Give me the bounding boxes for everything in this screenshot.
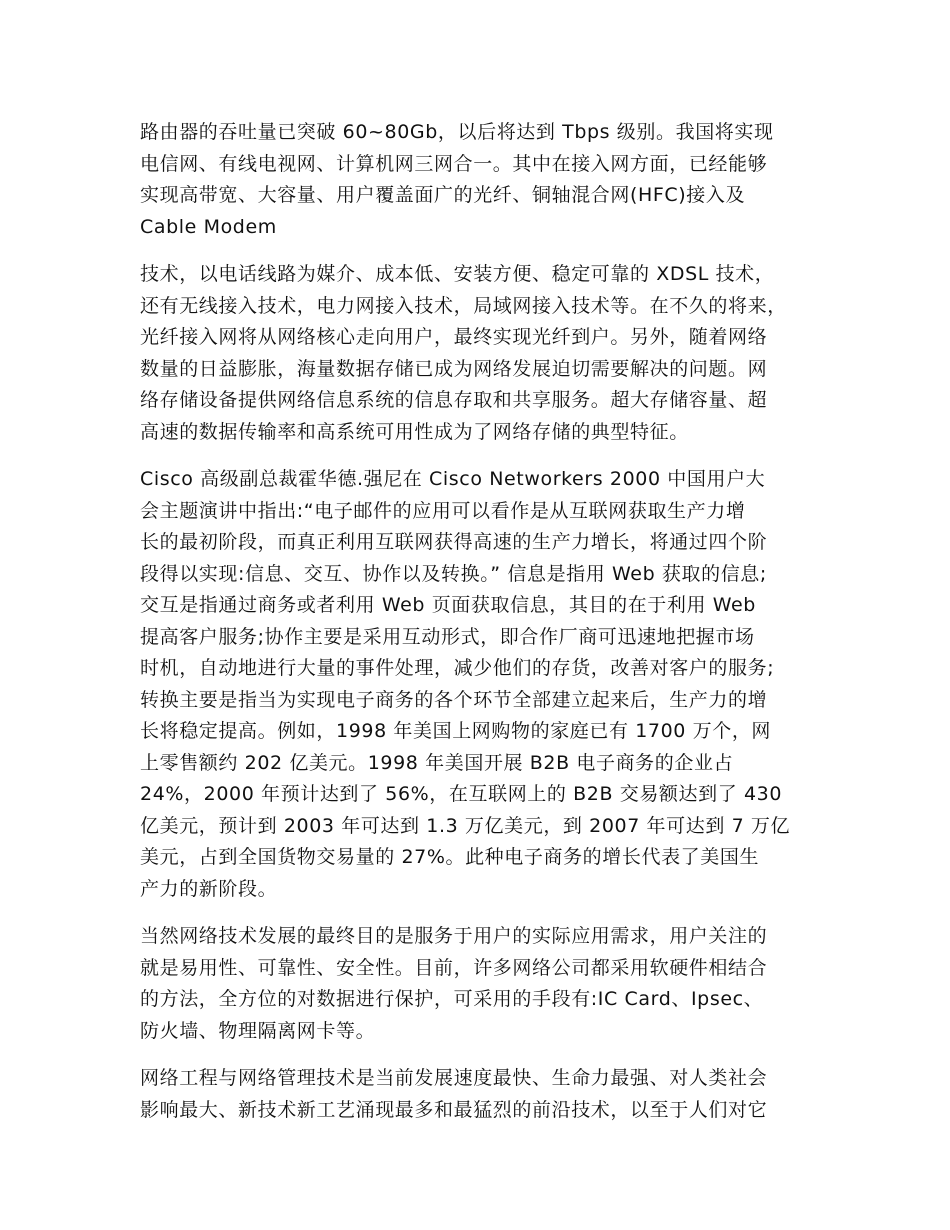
paragraph-5 (140, 1063, 820, 1126)
text-line: 当然网络技术发展的最终目的是服务于用户的实际应用需求，用户关注的 (140, 925, 768, 947)
paragraph-3 (140, 464, 820, 905)
paragraph-4 (140, 921, 820, 1047)
text-line: 美元，占到全国货物交易量的 27%。此种电子商务的增长代表了美国生 (140, 846, 760, 868)
text-line: 高速的数据传输率和高系统可用性成为了网络存储的典型特征。 (140, 420, 689, 443)
text-line: 数量的日益膨胀，海量数据存储已成为网络发展迫切需要解决的问题。网 (140, 357, 768, 380)
text-line: 产力的新阶段。 (140, 877, 278, 900)
text-line: 实现高带宽、大容量、用户覆盖面广的光纤、铜轴混合网(HFC)接入及 (140, 184, 746, 206)
text-line: 网络工程与网络管理技术是当前发展速度最快、生命力最强、对人类社会 (140, 1067, 768, 1089)
text-line: 亿美元，预计到 2003 年可达到 1.3 万亿美元，到 2007 年可达到 7 万亿 (140, 814, 791, 837)
document-body (140, 117, 820, 1142)
text-line: 路由器的吞吐量已突破 60~80Gb，以后将达到 Tbps 级别。我国将实现 (140, 121, 774, 143)
paragraph-2 (140, 259, 820, 448)
text-line: 上零售额约 202 亿美元。1998 年美国开展 B2B 电子商务的企业占 (140, 751, 734, 774)
text-line: 还有无线接入技术，电力网接入技术，局域网接入技术等。在不久的将来， (140, 294, 787, 317)
text-line: 提高客户服务;协作主要是采用互动形式，即合作厂商可迅速地把握市场 (140, 625, 755, 648)
text-line: 电信网、有线电视网、计算机网三网合一。其中在接入网方面，已经能够 (140, 152, 768, 175)
text-line: 长将稳定提高。例如，1998 年美国上网购物的家庭已有 1700 万个，网 (140, 720, 772, 742)
text-line: 长的最初阶段，而真正利用互联网获得高速的生产力增长，将通过四个阶 (140, 531, 768, 553)
text-line: 光纤接入网将从网络核心走向用户，最终实现光纤到户。另外，随着网络 (140, 326, 768, 348)
text-line: 会主题演讲中指出:“电子邮件的应用可以看作是从互联网获取生产力增 (140, 499, 746, 522)
text-line: 就是易用性、可靠性、安全性。目前，许多网络公司都采用软硬件相结合 (140, 956, 768, 979)
text-line: 时机，自动地进行大量的事件处理，减少他们的存货，改善对客户的服务; (140, 657, 775, 679)
text-line: 段得以实现:信息、交互、协作以及转换。” 信息是指用 Web 获取的信息; (140, 562, 767, 585)
text-line: 影响最大、新技术新工艺涌现最多和最猛烈的前沿技术，以至于人们对它 (140, 1098, 768, 1121)
text-line: 转换主要是指当为实现电子商务的各个环节全部建立起来后，生产力的增 (140, 688, 768, 711)
text-line: 络存储设备提供网络信息系统的信息存取和共享服务。超大存储容量、超 (140, 389, 768, 411)
text-line: 技术，以电话线路为媒介、成本低、安装方便、稳定可靠的 XDSL 技术， (140, 263, 775, 285)
paragraph-1 (140, 117, 820, 243)
text-line: 24%，2000 年预计达到了 56%，在互联网上的 B2B 交易额达到了 430 (140, 783, 783, 805)
text-line: Cisco 高级副总裁霍华德.强尼在 Cisco Networkers 2000 中国用户大 (140, 468, 766, 490)
text-line: 的方法，全方位的对数据进行保护，可采用的手段有:IC Card、Ipsec、 (140, 988, 764, 1010)
text-line: 防火墙、物理隔离网卡等。 (140, 1019, 376, 1042)
text-line: 交互是指通过商务或者利用 Web 页面获取信息，其目的在于利用 Web (140, 594, 756, 616)
text-line: Cable Modem (140, 215, 277, 238)
